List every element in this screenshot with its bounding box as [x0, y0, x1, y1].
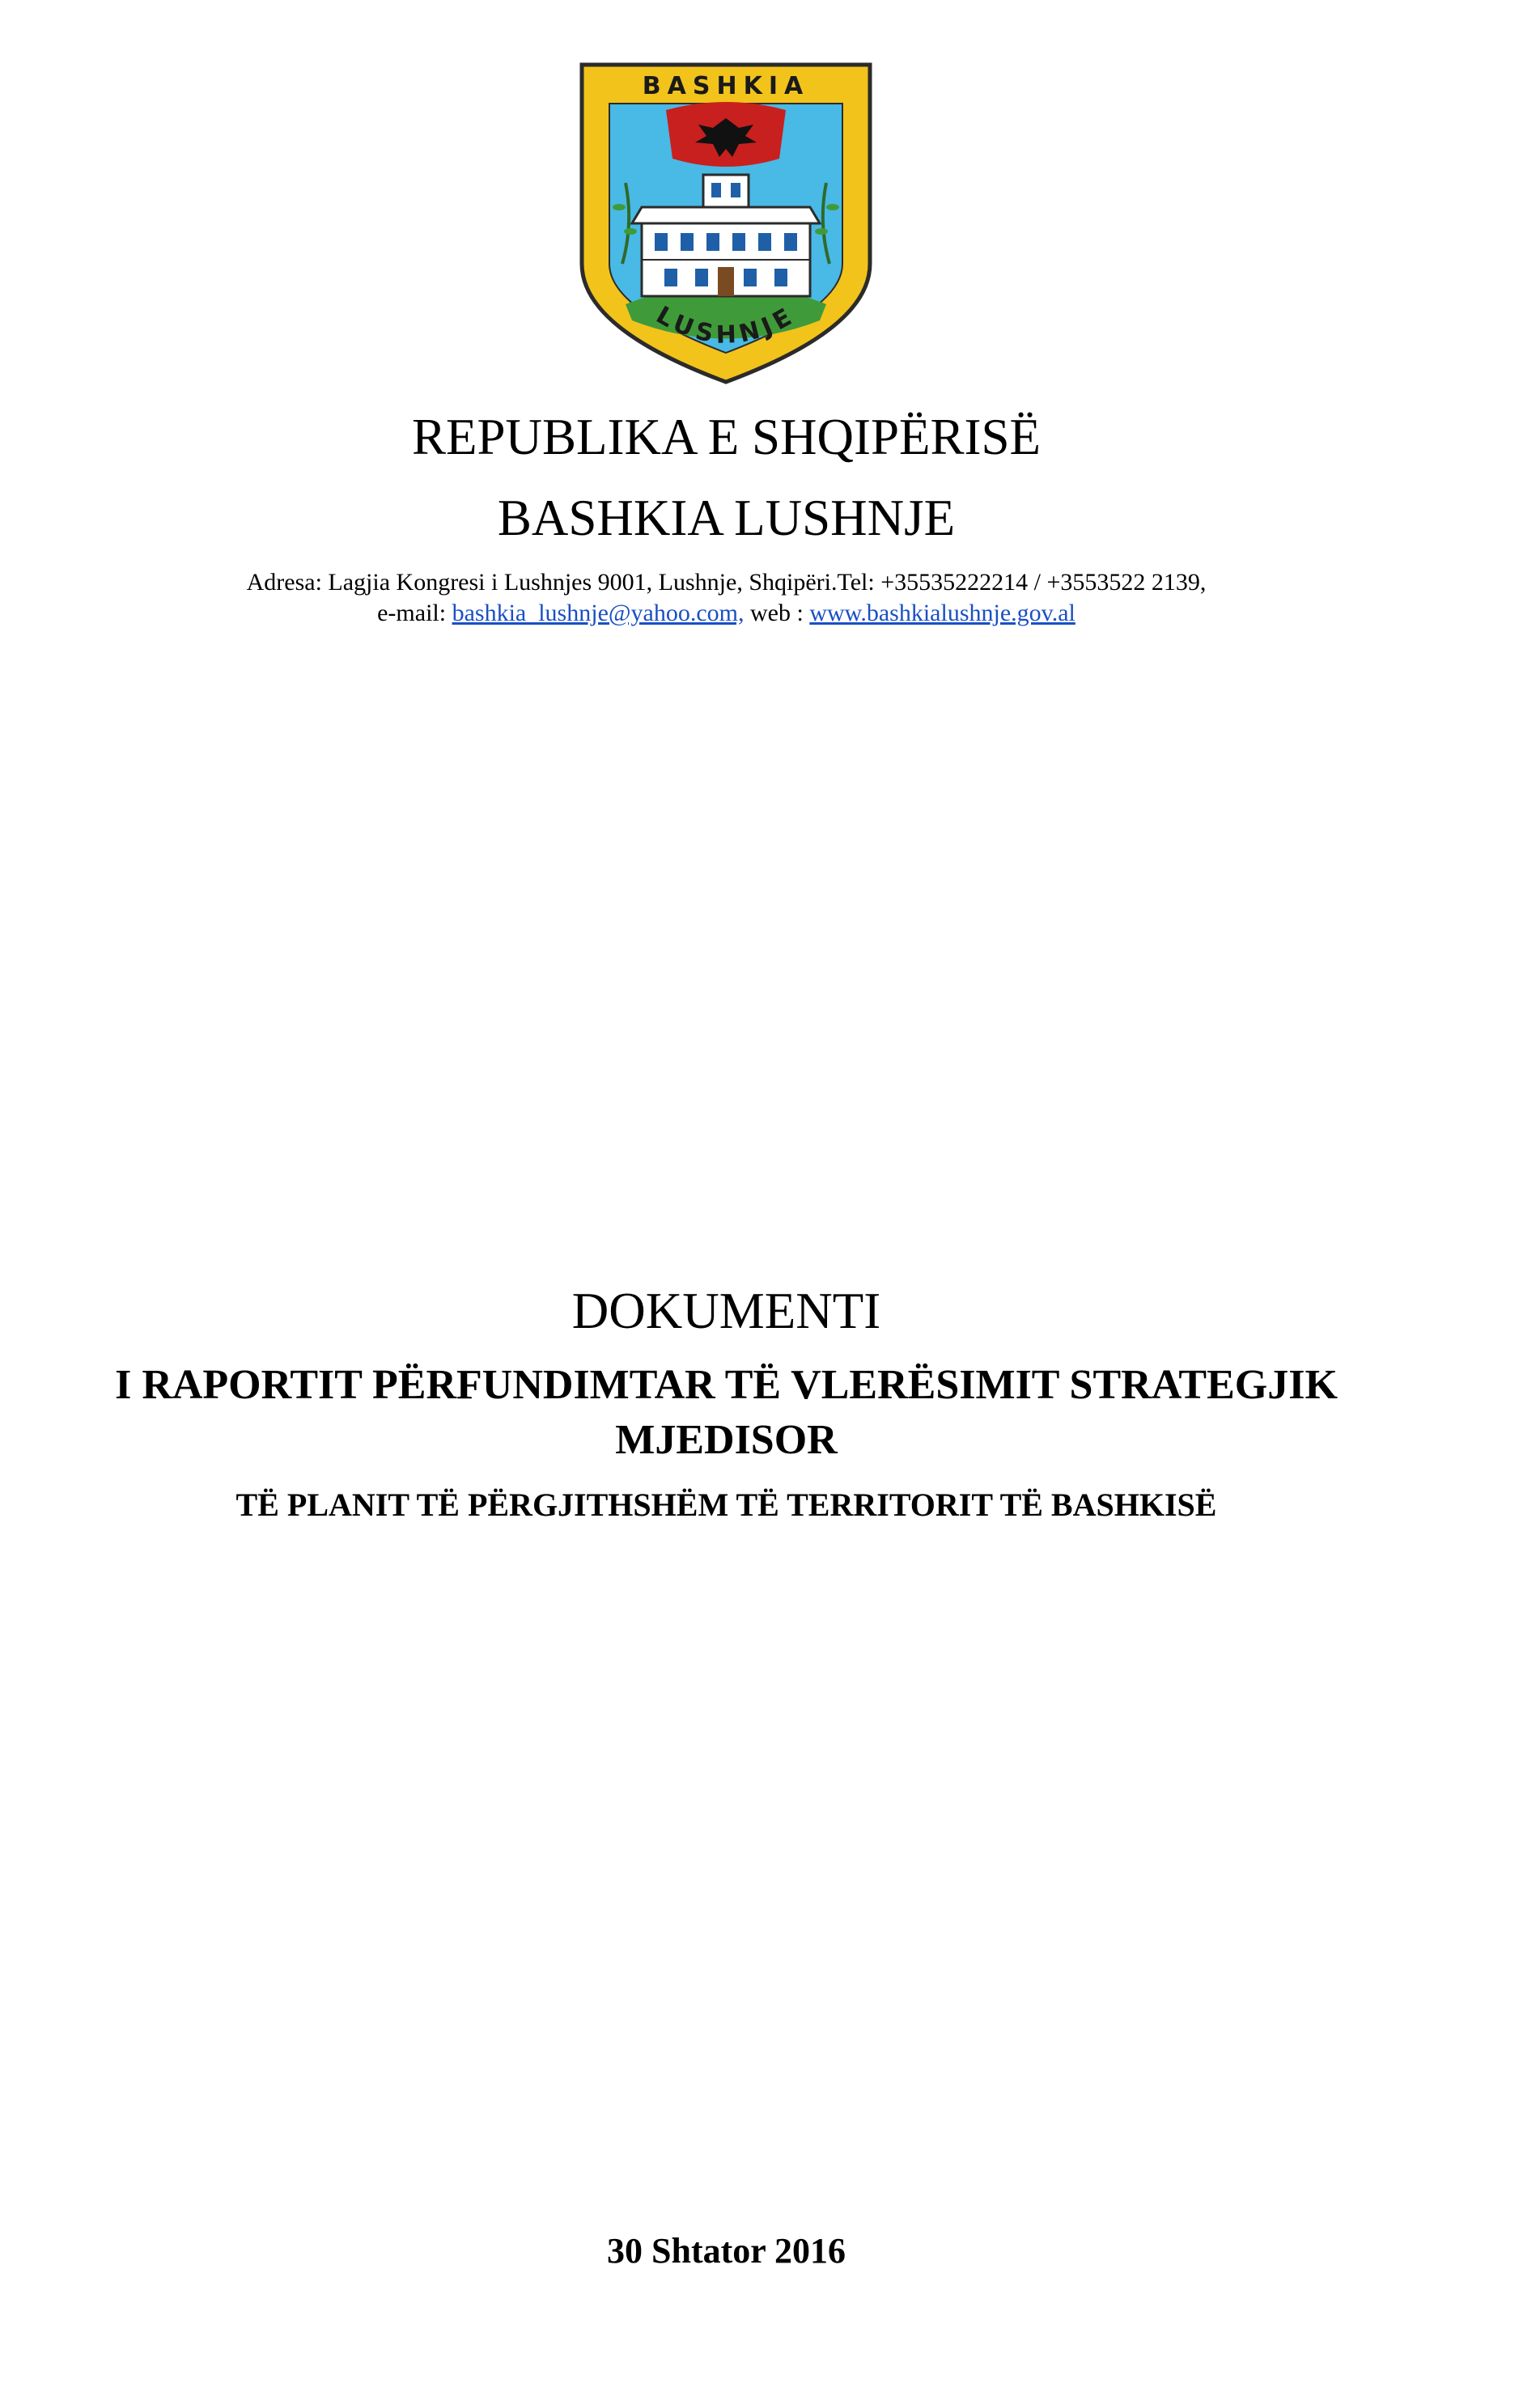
address-line: Adresa: Lagjia Kongresi i Lushnjes 9001, Lushnje, Shqipëri.Tel: +35535222214 / +3553522 2139,: [246, 569, 1207, 596]
republic-title: REPUBLIKA E SHQIPËRISË: [411, 409, 1042, 465]
website-link[interactable]: www.bashkialushnje.gov.al: [809, 600, 1075, 626]
crest-top-text: BASHKIA: [642, 72, 810, 100]
document-subtitle-line-3: TË PLANIT TË PËRGJITHSHËM TË TERRITORIT TË BASHKISË: [235, 1487, 1217, 1523]
contact-line: [0, 597, 1453, 630]
municipal-crest-icon: [577, 61, 875, 385]
web-label: web :: [744, 600, 810, 626]
municipality-title: BASHKIA LUSHNJE: [497, 490, 956, 546]
document-title: DOKUMENTI: [571, 1283, 881, 1339]
document-subtitle-line-1: I RAPORTIT PËRFUNDIMTAR TË VLERËSIMIT STRATEGJIK: [115, 1362, 1338, 1408]
email-link[interactable]: bashkia_lushnje@yahoo.com,: [452, 600, 745, 626]
document-subtitle-line-2: MJEDISOR: [615, 1417, 838, 1463]
crest-bottom-text: LUSHNJE: [651, 300, 801, 350]
email-label: e-mail:: [377, 600, 452, 626]
document-date: 30 Shtator 2016: [607, 2231, 846, 2271]
